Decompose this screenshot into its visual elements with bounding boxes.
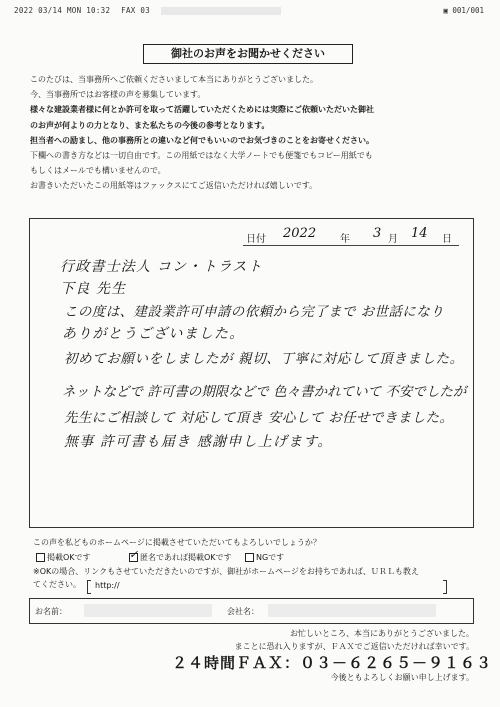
redacted-name[interactable]: [84, 604, 212, 617]
checkbox-checked[interactable]: [129, 548, 139, 562]
date-day-unit: 日: [442, 234, 452, 245]
handwritten-line: この度は、建設業許可申請の依頼から完了まで お世話になり: [64, 304, 444, 320]
note-line: ※OKの場合、リンクもさせていただきたいのですが、御社がホームページをお持ちであれば、ＵＲＬも教え: [33, 567, 419, 576]
fax-page-icon: ▣: [443, 6, 448, 15]
intro-line: お書きいただいたこの用紙等はファックスにてご返信いただければ嬉しいです。: [30, 181, 318, 191]
option-anonymous-ok[interactable]: [129, 548, 232, 563]
handwritten-line: 初めてお願いをしましたが 親切、丁寧に対応して頂きました。: [64, 351, 464, 367]
handwritten-line: 下良 先生: [60, 281, 127, 297]
handwritten-line: ありがとうございました。: [62, 326, 245, 342]
fax-datetime: 2022 03/14 MON 10:32: [14, 6, 111, 15]
form-title: 御社のお声をお聞かせください: [143, 44, 353, 64]
date-label: 日付: [246, 234, 266, 245]
checkbox[interactable]: [245, 553, 254, 562]
handwritten-line: 先生にご相談して 対応して頂き 安心して お任せできました。: [64, 410, 454, 426]
handwritten-line: ネットなどで 許可書の期限などで 色々書かれていて 不安でしたが: [62, 384, 467, 400]
date-month-unit: 月: [388, 234, 398, 245]
fax-page-number: [443, 6, 484, 15]
checkbox[interactable]: [36, 553, 45, 562]
option-label: 掲載OKです: [47, 553, 91, 562]
url-label: http://: [95, 581, 120, 590]
intro-line: のお声が何よりの力となり、また私たちの今後の参考となります。: [30, 120, 270, 130]
date-day: 14: [411, 226, 428, 241]
url-field[interactable]: [87, 580, 447, 593]
fax-label: FAX 03: [121, 6, 151, 15]
handwritten-line: 無事 許可書も届き 感謝申し上げます。: [64, 434, 333, 450]
intro-line: 様々な建設業者様に何とか許可を取って活躍していただくためには実際にご依頼いただいた御社: [30, 105, 374, 115]
option-label: 匿名であれば掲載OKです: [140, 553, 232, 562]
intro-line: 下欄への書き方などは一切自由です。この用紙ではなく大学ノートでも便箋でもコピー用紙でも: [30, 151, 373, 161]
intro-line: もしくはメールでも構いませんので。: [30, 166, 166, 176]
publish-question: この声を私どものホームページに掲載させていただいてもよろしいでしょうか？: [33, 538, 321, 547]
date-year: 2022: [283, 226, 317, 241]
option-ng[interactable]: [245, 552, 284, 563]
name-label: お名前：: [35, 607, 67, 616]
handwritten-line: 行政書士法人 コン・トラスト: [60, 259, 263, 275]
fax-number: ２４時間ＦＡＸ：０３－６２６５－９１６３: [172, 654, 493, 672]
intro-line: このたびは、当事務所へご依頼くださいまして本当にありがとうございました。: [30, 75, 318, 84]
checkmark-icon: ✓: [129, 548, 139, 561]
footer-closing: 今後ともよろしくお願い申し上げます。: [330, 673, 474, 682]
date-month: 3: [373, 226, 382, 241]
date-field[interactable]: [243, 226, 459, 246]
redacted-fax-number: [161, 7, 281, 15]
intro-line: 今、当事務所ではお客様の声を募集しています。: [30, 90, 206, 100]
note-line: てください。: [33, 580, 81, 589]
url-bracket-right: [443, 580, 447, 594]
footer-request: まことに恐れ入りますが、ＦＡＸでご返信いただければ幸いです。: [234, 642, 474, 651]
url-bracket-left: [87, 580, 91, 594]
redacted-company[interactable]: [268, 604, 436, 617]
footer-thanks: お忙しいところ、本当にありがとうございました。: [290, 629, 474, 638]
option-label: NGです: [256, 553, 285, 562]
fax-page-text: 001/001: [452, 6, 484, 15]
company-label: 会社名：: [227, 607, 259, 616]
name-company-row: [29, 598, 474, 624]
option-publish-ok[interactable]: [36, 552, 91, 563]
fax-header: [14, 6, 287, 15]
intro-line: 担当者への励まし、他の事務所との違いなど何でもいいのでお気づきのことをお寄せください。: [30, 135, 374, 145]
date-year-unit: 年: [340, 234, 350, 245]
intro-text: [30, 72, 470, 194]
